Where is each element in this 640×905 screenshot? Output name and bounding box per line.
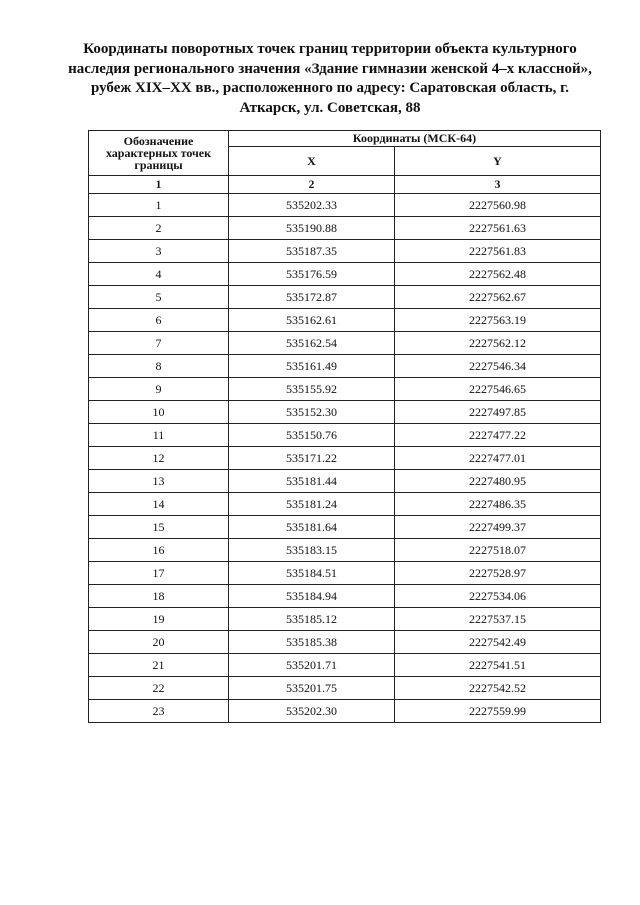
y-coordinate-cell: 2227541.51 (395, 654, 601, 677)
point-cell: 9 (89, 378, 229, 401)
point-cell: 2 (89, 217, 229, 240)
y-coordinate-cell: 2227562.12 (395, 332, 601, 355)
y-coordinate-cell: 2227534.06 (395, 585, 601, 608)
x-coordinate-cell: 535161.49 (229, 355, 395, 378)
table-row (89, 516, 601, 539)
y-coordinate-cell: 2227542.49 (395, 631, 601, 654)
table-row (89, 447, 601, 470)
table-row (89, 240, 601, 263)
y-coordinate-cell: 2227562.48 (395, 263, 601, 286)
table-row (89, 332, 601, 355)
point-cell: 17 (89, 562, 229, 585)
table-row (89, 424, 601, 447)
x-coordinate-cell: 535152.30 (229, 401, 395, 424)
x-coordinate-cell: 535162.54 (229, 332, 395, 355)
table-row (89, 631, 601, 654)
point-cell: 7 (89, 332, 229, 355)
point-cell: 21 (89, 654, 229, 677)
header-coordinates: Координаты (МСК-64) (229, 131, 601, 147)
x-coordinate-cell: 535181.24 (229, 493, 395, 516)
x-coordinate-cell: 535171.22 (229, 447, 395, 470)
y-coordinate-cell: 2227497.85 (395, 401, 601, 424)
table-header (89, 131, 601, 194)
point-cell: 4 (89, 263, 229, 286)
y-coordinate-cell: 2227560.98 (395, 194, 601, 217)
point-cell: 10 (89, 401, 229, 424)
column-number: 3 (395, 176, 601, 194)
x-coordinate-cell: 535190.88 (229, 217, 395, 240)
column-number-row (89, 176, 601, 194)
table-row (89, 539, 601, 562)
coordinates-table (88, 130, 601, 723)
x-coordinate-cell: 535184.51 (229, 562, 395, 585)
table-row (89, 194, 601, 217)
point-cell: 1 (89, 194, 229, 217)
point-cell: 16 (89, 539, 229, 562)
table-row (89, 562, 601, 585)
point-cell: 20 (89, 631, 229, 654)
point-cell: 8 (89, 355, 229, 378)
y-coordinate-cell: 2227518.07 (395, 539, 601, 562)
table-row (89, 401, 601, 424)
x-coordinate-cell: 535184.94 (229, 585, 395, 608)
point-cell: 22 (89, 677, 229, 700)
x-coordinate-cell: 535201.71 (229, 654, 395, 677)
point-cell: 12 (89, 447, 229, 470)
column-number: 2 (229, 176, 395, 194)
point-cell: 5 (89, 286, 229, 309)
x-coordinate-cell: 535155.92 (229, 378, 395, 401)
x-coordinate-cell: 535181.44 (229, 470, 395, 493)
table-row (89, 263, 601, 286)
table-row (89, 378, 601, 401)
x-coordinate-cell: 535162.61 (229, 309, 395, 332)
column-number: 1 (89, 176, 229, 194)
y-coordinate-cell: 2227486.35 (395, 493, 601, 516)
x-coordinate-cell: 535185.12 (229, 608, 395, 631)
y-coordinate-cell: 2227562.67 (395, 286, 601, 309)
table-row (89, 470, 601, 493)
x-coordinate-cell: 535150.76 (229, 424, 395, 447)
table-row (89, 677, 601, 700)
x-coordinate-cell: 535183.15 (229, 539, 395, 562)
header-y: Y (395, 147, 601, 176)
table-row (89, 608, 601, 631)
table-row (89, 585, 601, 608)
header-x: X (229, 147, 395, 176)
point-cell: 23 (89, 700, 229, 723)
x-coordinate-cell: 535202.30 (229, 700, 395, 723)
y-coordinate-cell: 2227477.01 (395, 447, 601, 470)
document-title: Координаты поворотных точек границ территории объекта культурного наследия регионального значения «Здание гимназии женской 4–х классной», рубеж XIX–XX вв., расположенного по адресу: Саратовская область, г. Аткарск, ул. Советская, 88 (68, 41, 592, 116)
table-row (89, 217, 601, 240)
y-coordinate-cell: 2227542.52 (395, 677, 601, 700)
table-row (89, 355, 601, 378)
y-coordinate-cell: 2227561.83 (395, 240, 601, 263)
x-coordinate-cell: 535176.59 (229, 263, 395, 286)
table-row (89, 286, 601, 309)
point-cell: 11 (89, 424, 229, 447)
point-cell: 13 (89, 470, 229, 493)
point-cell: 3 (89, 240, 229, 263)
point-cell: 18 (89, 585, 229, 608)
y-coordinate-cell: 2227499.37 (395, 516, 601, 539)
x-coordinate-cell: 535202.33 (229, 194, 395, 217)
y-coordinate-cell: 2227546.65 (395, 378, 601, 401)
y-coordinate-cell: 2227537.15 (395, 608, 601, 631)
y-coordinate-cell: 2227563.19 (395, 309, 601, 332)
y-coordinate-cell: 2227528.97 (395, 562, 601, 585)
point-cell: 14 (89, 493, 229, 516)
table-row (89, 309, 601, 332)
y-coordinate-cell: 2227477.22 (395, 424, 601, 447)
table-row (89, 700, 601, 723)
x-coordinate-cell: 535201.75 (229, 677, 395, 700)
y-coordinate-cell: 2227559.99 (395, 700, 601, 723)
header-point-designation: Обозначение характерных точек границы (89, 131, 229, 176)
x-coordinate-cell: 535172.87 (229, 286, 395, 309)
y-coordinate-cell: 2227561.63 (395, 217, 601, 240)
point-cell: 15 (89, 516, 229, 539)
x-coordinate-cell: 535187.35 (229, 240, 395, 263)
y-coordinate-cell: 2227480.95 (395, 470, 601, 493)
y-coordinate-cell: 2227546.34 (395, 355, 601, 378)
table-row (89, 654, 601, 677)
table-row (89, 493, 601, 516)
point-cell: 19 (89, 608, 229, 631)
point-cell: 6 (89, 309, 229, 332)
table-body (89, 194, 601, 723)
x-coordinate-cell: 535185.38 (229, 631, 395, 654)
x-coordinate-cell: 535181.64 (229, 516, 395, 539)
